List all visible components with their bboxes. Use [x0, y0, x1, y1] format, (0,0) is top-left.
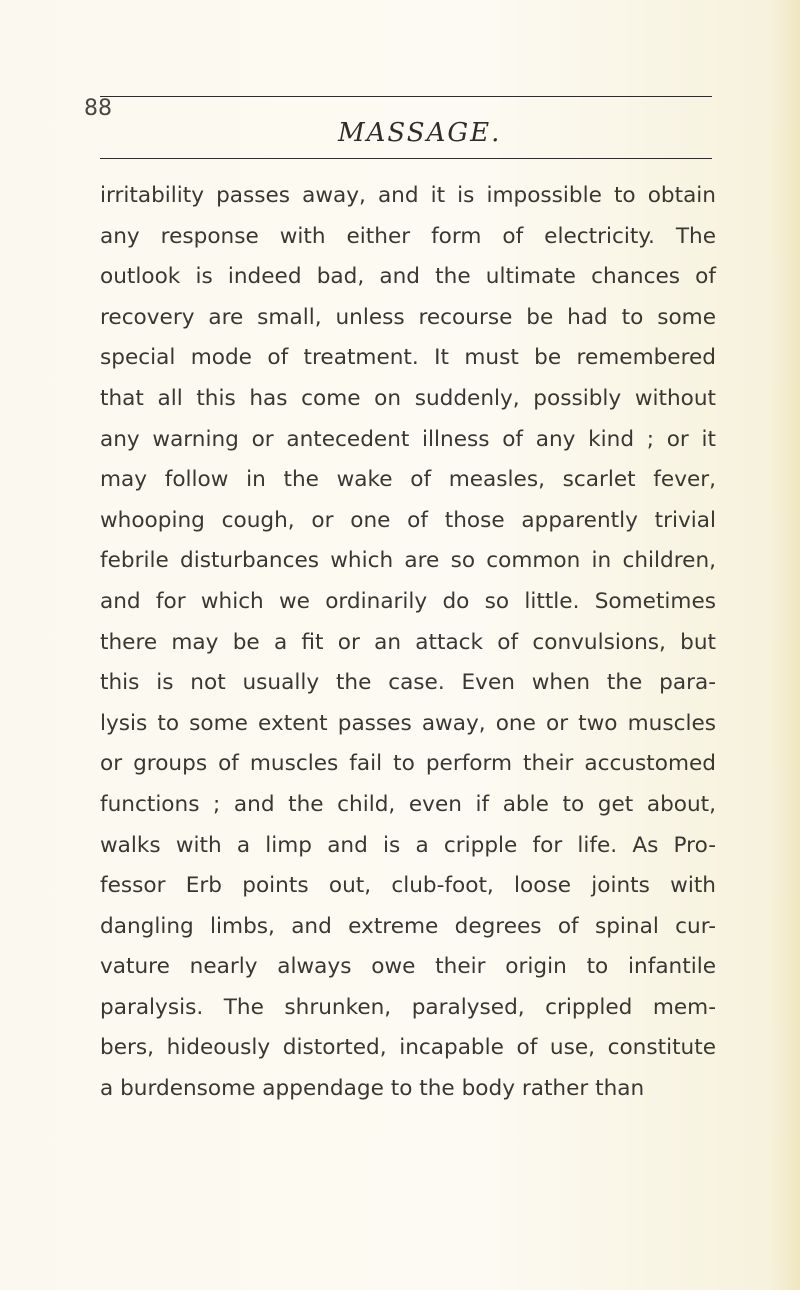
header-rule-top	[100, 96, 712, 97]
text-line: outlook is indeed bad, and the ultimate chances of	[100, 264, 716, 290]
text-line: vature nearly always owe their origin to infantile	[100, 954, 716, 980]
text-line: that all this has come on suddenly, possibly without	[100, 385, 716, 411]
text-line: a burdensome appendage to the body rather than	[100, 1076, 645, 1102]
running-head: MASSAGE.	[338, 118, 502, 148]
text-line: febrile disturbances which are so common in children,	[100, 548, 716, 574]
text-line: or groups of muscles fail to perform their accustomed	[100, 751, 716, 777]
text-line: this is not usually the case. Even when the para-	[100, 670, 716, 696]
text-line: any warning or antecedent illness of any kind ; or it	[100, 426, 716, 452]
text-line: whooping cough, or one of those apparently trivial	[100, 507, 716, 533]
text-line: and for which we ordinarily do so little. Sometimes	[100, 588, 716, 614]
text-line: functions ; and the child, even if able to get about,	[100, 791, 716, 817]
page-number: 88	[84, 96, 112, 121]
text-line: fessor Erb points out, club-foot, loose joints with	[100, 873, 716, 899]
header-rule-bottom	[100, 158, 712, 159]
text-line: lysis to some extent passes away, one or two muscles	[100, 710, 716, 736]
text-line: irritability passes away, and it is impossible to obtain	[100, 183, 716, 208]
text-line: special mode of treatment. It must be remembered	[100, 345, 716, 371]
text-line: recovery are small, unless recourse be had to some	[100, 304, 716, 330]
text-line: there may be a fit or an attack of convulsions, but	[100, 629, 716, 655]
text-line: walks with a limp and is a cripple for life. As Pro-	[100, 832, 716, 858]
body-text	[100, 176, 716, 1110]
text-line: bers, hideously distorted, incapable of use, constitute	[100, 1035, 716, 1061]
text-line: paralysis. The shrunken, paralysed, crippled mem-	[100, 994, 716, 1020]
text-line: may follow in the wake of measles, scarlet fever,	[100, 467, 716, 493]
text-line: any response with either form of electricity. The	[100, 223, 716, 249]
text-line: dangling limbs, and extreme degrees of spinal cur-	[100, 913, 716, 939]
